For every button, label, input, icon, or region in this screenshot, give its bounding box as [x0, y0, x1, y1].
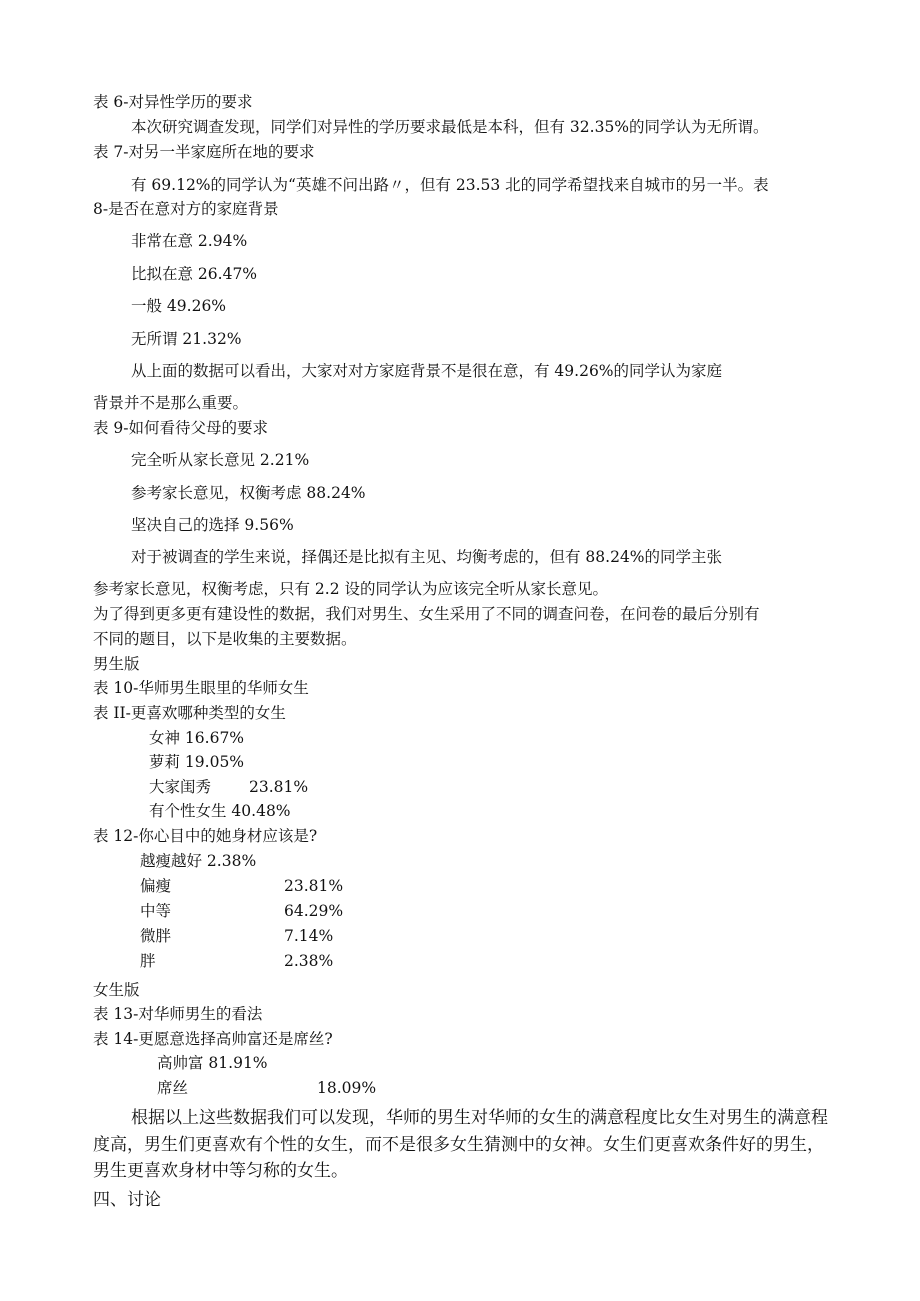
table-9-caption: 表 9-如何看待父母的要求: [93, 419, 269, 437]
female-section-title: 女生版: [93, 981, 140, 999]
table-row-value: 2.38%: [284, 952, 334, 970]
table-6-caption: 表 6-对异性学历的要求: [93, 93, 253, 111]
list-item: 坚决自己的选择 9.56%: [131, 516, 294, 534]
paragraph-6-line-1: 根据以上这些数据我们可以发现，华师的男生对华师的女生的满意程度比女生对男生的满意程: [131, 1108, 828, 1128]
table-14-caption: 表 14-更愿意选择高帅富还是席丝?: [93, 1030, 333, 1048]
list-item: 萝莉 19.05%: [149, 753, 245, 771]
list-item: 高帅富 81.91%: [157, 1054, 268, 1072]
paragraph-6-line-3: 男生更喜欢身材中等匀称的女生。: [93, 1161, 348, 1181]
list-item-value: 23.81%: [249, 778, 309, 796]
paragraph-1: 本次研究调查发现，同学们对异性的学历要求最低是本科，但有 32.35%的同学认为无所谓。: [131, 118, 769, 136]
table-11-caption: 表 II-更喜欢哪种类型的女生: [93, 704, 286, 722]
table-row-value: 64.29%: [284, 902, 344, 920]
list-item: 完全听从家长意见 2.21%: [131, 451, 310, 469]
table-10-caption: 表 10-华师男生眼里的华师女生: [93, 679, 309, 697]
male-section-title: 男生版: [93, 655, 140, 673]
paragraph-2-line-2: 8-是否在意对方的家庭背景: [93, 200, 279, 218]
table-12-caption: 表 12-你心目中的她身材应该是?: [93, 827, 318, 845]
paragraph-4-line-2: 参考家长意见，权衡考虑，只有 2.2 设的同学认为应该完全听从家长意见。: [93, 580, 609, 598]
paragraph-3-line-1: 从上面的数据可以看出，大家对对方家庭背景不是很在意，有 49.26%的同学认为家庭: [131, 362, 723, 380]
paragraph-2-line-1: 有 69.12%的同学认为“英雄不问出路〃，但有 23.53 北的同学希望找来自城市的另一半。表: [131, 176, 769, 194]
table-row-label: 微胖: [140, 927, 172, 945]
list-item: 比拟在意 26.47%: [131, 265, 258, 283]
paragraph-3-line-2: 背景并不是那么重要。: [93, 394, 249, 412]
table-row-label: 偏瘦: [140, 877, 172, 895]
section-heading: 四、讨论: [93, 1190, 161, 1210]
table-row-value: 18.09%: [317, 1079, 377, 1097]
paragraph-6-line-2: 度高，男生们更喜欢有个性的女生，而不是很多女生猜测中的女神。女生们更喜欢条件好的男生，: [93, 1135, 824, 1155]
list-item: 非常在意 2.94%: [131, 232, 248, 250]
table-row-label: 中等: [140, 902, 172, 920]
table-row-label: 胖: [140, 952, 156, 970]
paragraph-5-line-1: 为了得到更多更有建设性的数据，我们对男生、女生采用了不同的调查问卷，在问卷的最后分别有: [93, 605, 760, 623]
list-item: 有个性女生 40.48%: [149, 802, 291, 820]
list-item: 参考家长意见，权衡考虑 88.24%: [131, 484, 366, 502]
table-row-value: 7.14%: [284, 927, 334, 945]
list-item: 无所谓 21.32%: [131, 330, 242, 348]
list-item: 越瘦越好 2.38%: [140, 852, 257, 870]
table-row-label: 席丝: [157, 1079, 189, 1097]
table-13-caption: 表 13-对华师男生的看法: [93, 1005, 263, 1023]
table-row-value: 23.81%: [284, 877, 344, 895]
table-7-caption: 表 7-对另一半家庭所在地的要求: [93, 143, 315, 161]
list-item: 大家闺秀: [149, 778, 212, 796]
paragraph-5-line-2: 不同的题目，以下是收集的主要数据。: [93, 630, 357, 648]
list-item: 女神 16.67%: [149, 729, 245, 747]
list-item: 一般 49.26%: [131, 297, 227, 315]
paragraph-4-line-1: 对于被调查的学生来说，择偶还是比拟有主见、均衡考虑的，但有 88.24%的同学主张: [131, 548, 723, 566]
